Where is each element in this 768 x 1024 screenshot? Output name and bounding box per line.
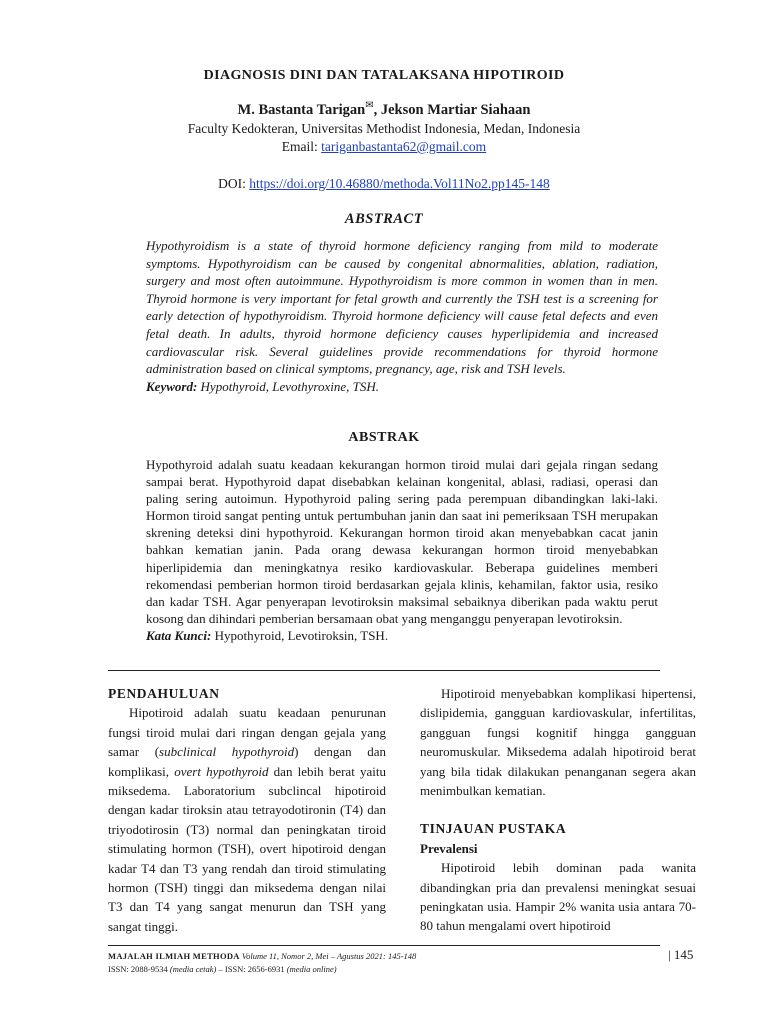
kata-kunci-values: Hypothyroid, Levotiroksin, TSH. — [211, 627, 389, 643]
email-line — [0, 139, 768, 155]
footer-issn-line — [108, 964, 337, 974]
pendahuluan-paragraph-1 — [108, 703, 386, 936]
footer-journal-line — [108, 951, 416, 961]
abstract-keywords — [146, 378, 658, 396]
tinjauan-heading: TINJAUAN PUSTAKA — [420, 821, 567, 837]
italic-term: overt hypothyroid — [174, 763, 269, 779]
section-divider — [108, 670, 660, 671]
abstrak-heading: ABSTRAK — [348, 430, 420, 445]
abstrak-keywords — [146, 627, 658, 644]
issn-online: – ISSN: 2656-6931 — [216, 964, 287, 974]
journal-name: MAJALAH ILMIAH METHODA — [108, 951, 240, 961]
affiliation: Faculty Kedokteran, Universitas Methodist Indonesia, Medan, Indonesia — [187, 121, 581, 136]
author-line — [0, 100, 768, 119]
text-run: dan lebih berat yaitu miksedema. Laboratorium subclincal hipotiroid dengan kadar tiroksin atau tetrayodotironin (T4) dan triyodotirosin (T3) normal dan peningkatan tiroid stimulating hormon (TSH), overt hipotiroid dengan kadar T4 dan T3 yang rendah dan tiroid stimulating hormon (TSH) tinggi dan miksedema dengan nilai T3 dan T4 yang sangat menurun dan TSH yang sangat tinggi. — [108, 763, 386, 934]
issn-online-note: (media online) — [286, 964, 337, 974]
prevalensi-paragraph: Hipotiroid lebih dominan pada wanita dibandingkan pria dan prevalensi meningkat sesuai peningkatan usia. Hampir 2% wanita usia antara 70-80 tahun mengalami overt hipotiroid — [420, 860, 696, 934]
text-run: Hipotiroid adalah suatu keadaan penurunan fungsi tiroid mulai dari ringan dengan gejala yang samar ( — [108, 705, 386, 760]
pendahuluan-paragraph-2: Hipotiroid menyebabkan komplikasi hipertensi, dislipidemia, gangguan kardiovaskular, infertilitas, gangguan fungsi kognitif hingga gangguan neuromuskular. Miksedema adalah hipotiroid berat yang bila tidak dilakukan penanganan segera akan menimbulkan kematian. — [420, 686, 696, 799]
email-link[interactable]: tariganbastanta62@gmail.com — [321, 139, 487, 154]
abstrak-text: Hypothyroid adalah suatu keadaan kekurangan hormon tiroid mulai dari gejala ringan sedang sampai berat. Hypothyroid dapat disebabkan kelainan kongenital, ablasi, radiasi, operasi dan paling sering autoimun. Hypothyroid paling sering pada perempuan dibandingkan laki-laki. Hormon tiroid sangat penting untuk pertumbuhan janin dan saat ini pemeriksaan TSH merupakan skrening deteksi dini hypothyroid. Kekurangan hormon tiroid akan menyebabkan cacat janin bahkan kematian janin. Pada orang dewasa kekurangan hormon tiroid menyebabkan hiperlipidemia dan meningkatnya resiko kardiovaskular. Beberapa guidelines memberi rekomendasi pemberian hormon tiroid berdasarkan gejala klinis, kehamilan, faktor usia, resiko dan kadar TSH. Agar penyerapan levotiroksin maksimal sebaiknya diberikan pada waktu perut kosong dan dihindari pemberian bersamaan obat yang menganggu penyerapan levotiroksin. — [146, 457, 658, 626]
footer-divider — [108, 945, 660, 946]
issn-print: ISSN: 2088-9534 — [108, 964, 170, 974]
kata-kunci-label: Kata Kunci: — [146, 627, 212, 643]
right-column — [420, 684, 696, 936]
issn-print-note: (media cetak) — [169, 964, 217, 974]
keyword-values: Hypothyroid, Levothyroxine, TSH. — [197, 378, 380, 394]
page-number: | 145 — [668, 947, 694, 962]
left-column — [108, 684, 386, 936]
abstract-section — [146, 237, 658, 395]
text-run: ) dengan dan komplikasi, — [108, 744, 387, 779]
prevalensi-subheading: Prevalensi — [420, 840, 478, 856]
italic-term: subclinical hypothyroid — [159, 744, 295, 760]
abstract-heading: ABSTRACT — [344, 211, 424, 227]
abstract-text: Hypothyroidism is a state of thyroid hormone deficiency ranging from mild to moderate symptoms. Hypothyroidism can be caused by congenital abnormalities, ablation, radiation, surgery and most often autoimmune. Hypothyroidism is more common in women than in men. Thyroid hormone is very important for fetal growth and currently the TSH test is a screening for early detection of hypothyroidism. Thyroid hormone deficiency will cause fetal defects and even fetal death. In adults, thyroid hormone deficiency causes hyperlipidemia and increased cardiovascular risk. Several guidelines provide recommendations for thyroid hormone administration based on clinical symptoms, pregnancy, age, risk and TSH levels. — [146, 238, 658, 377]
abstrak-section — [146, 456, 658, 644]
spacer — [420, 800, 696, 819]
journal-volume: Volume 11, Nomor 2, Mei – Agustus 2021: 145-148 — [239, 951, 417, 961]
author-primary: M. Bastanta Tarigan — [237, 101, 366, 118]
keyword-label: Keyword: — [146, 378, 198, 394]
email-label: Email: — [281, 139, 322, 154]
doi-label: DOI: — [218, 176, 250, 191]
doi-line — [0, 176, 768, 192]
author-secondary: , Jekson Martiar Siahaan — [373, 101, 531, 118]
paper-title: DIAGNOSIS DINI DAN TATALAKSANA HIPOTIROID — [203, 68, 565, 83]
pendahuluan-heading: PENDAHULUAN — [108, 686, 220, 701]
doi-link[interactable]: https://doi.org/10.46880/methoda.Vol11No2.pp145-148 — [249, 176, 550, 191]
envelope-icon: ✉ — [365, 100, 374, 111]
